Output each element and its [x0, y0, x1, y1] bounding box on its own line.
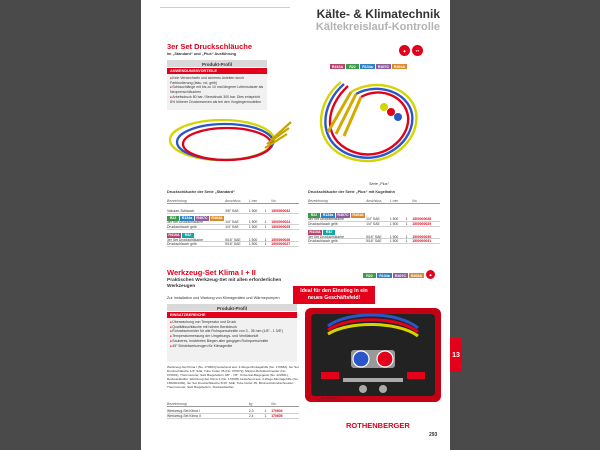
article-number: 1500000025 — [271, 225, 291, 230]
page-subtitle: Kältekreislauf-Kontrolle — [315, 21, 440, 33]
cell: 3/8" SAE — [225, 209, 239, 214]
usage-item: ■ Sauberes, knickfreies Biegen aller gängigen Rohrquerschnitte — [170, 339, 294, 344]
cell: 2,4 — [248, 413, 254, 418]
usage-item: ■ Überwachung von Temperatur und Druck — [170, 320, 294, 325]
refrigerant-tag-r407c: R407C — [337, 213, 349, 218]
refrigerant-tag-r407c: R407C — [377, 64, 390, 69]
cell: 1 500 — [248, 220, 258, 225]
refrigerant-tag-r410a: R410A — [331, 64, 344, 69]
refrigerant-tag-r134a: R134a — [322, 213, 334, 218]
cell: 1 500 — [389, 239, 399, 244]
usage-item: ■ Qualitätsschläuche mit hohem Berstdruck — [170, 325, 294, 330]
usage-item: ■ 45° Bördelwerkzeugen für Klimageräte — [170, 344, 294, 349]
refrigerant-tag-r22: R22 — [346, 64, 359, 69]
cell: Vakuum-Schlauch — [167, 209, 195, 214]
cell: 1 — [264, 237, 267, 242]
refrigerant-tag-r407c: R407C — [394, 273, 407, 278]
chapter-tab[interactable]: 13 — [450, 338, 462, 372]
col-header: No. — [271, 401, 277, 406]
cell: 1 — [264, 225, 267, 230]
table-header-row — [167, 402, 299, 407]
usage-item: ■ Temperaturmessung der Umgebungs- und Ventilatorluft — [170, 334, 294, 339]
cell: 1 — [405, 217, 408, 222]
cell: 1 — [264, 209, 267, 214]
cell: 1 500 — [389, 234, 399, 239]
header-rule — [160, 7, 290, 8]
cell: 1 — [405, 239, 408, 244]
table-row — [167, 225, 299, 230]
cell: Werkzeug-Set Klima II — [167, 413, 201, 418]
table-row — [167, 210, 299, 215]
cell: 1 500 — [389, 217, 399, 222]
article-number: 1500000030 — [412, 234, 432, 239]
col-header: No. — [412, 198, 418, 203]
advantage-item: ■ Arbeitsdruck 80 bar / Berstdruck 300 bar. Dies entspricht 8% höherer Druckreserven als bei den Vorgängermodellen — [170, 95, 264, 104]
cell: 1 — [264, 409, 267, 414]
plus-table-caption: Druckschläuche der Serie „Plus“ mit Kugelhahn — [308, 190, 395, 194]
col-header: Bezeichnung — [167, 401, 187, 406]
cell: 1 — [264, 413, 267, 418]
cell: 1 500 — [248, 242, 258, 247]
refrigerant-tag-r22: R22 — [363, 273, 376, 278]
cell: 5/16" SAE — [366, 234, 382, 239]
refrigerant-tag-r22: R22 — [308, 213, 320, 218]
badge-icon-2: TT — [412, 45, 423, 56]
refrigerant-tag-r404a: R404A — [393, 64, 406, 69]
usage-item: ■ Rohrabschneider für alle Rohrquerschnitte von 3 - 35 mm (1/8" - 1 3/8") — [170, 329, 294, 334]
badge-icon-3: ◆ — [426, 270, 435, 279]
article-number: 1500000026 — [271, 237, 291, 242]
cell: 1/4" SAE — [366, 221, 380, 226]
cell: 1/4" SAE — [225, 225, 239, 230]
refrigerant-tag-r407c: R407C — [196, 216, 208, 221]
refrigerant-tag-r32: R32 — [182, 233, 194, 238]
tool-case-image — [303, 306, 443, 404]
col-header: Anschluss — [366, 198, 382, 203]
cell: 5/16" SAE — [225, 237, 241, 242]
table-row — [308, 222, 440, 227]
case-image-caption: No. 170604 — [321, 396, 337, 400]
section2-usage-header: EINSATZBEREICHE — [167, 312, 297, 318]
col-header: L mm — [248, 198, 258, 203]
cell: Druckschlauch gelb — [308, 221, 338, 226]
cell: 1 — [405, 234, 408, 239]
plus-table — [308, 199, 440, 244]
refrigerant-tag-r22: R22 — [167, 216, 179, 221]
advantage-item: ■ Kein Verwechseln und sicheres Anleiten durch Farbkodierung (blau, rot, gelb) — [170, 76, 264, 85]
badge-icon-1: ◆ — [399, 45, 410, 56]
catalog-page — [141, 0, 450, 450]
col-header: No. — [271, 198, 277, 203]
cell: 1 500 — [248, 237, 258, 242]
refrigerant-tag-r410a: R410A — [309, 230, 321, 235]
section2-profile-header: Produkt-Profil — [167, 304, 297, 311]
page-number: 293 — [429, 432, 438, 438]
article-number: 1500000024 — [271, 220, 291, 225]
standard-table-caption: Druckschläuche der Serie „Standard“ — [167, 190, 235, 194]
table-header-row — [308, 199, 440, 204]
refrigerant-tag-r410a: R410A — [168, 233, 180, 238]
cell: 1/4" SAE — [225, 220, 239, 225]
cell: 3er Set Druckschläuche — [167, 237, 203, 242]
cell: Druckschlauch gelb — [167, 225, 197, 230]
refrigerant-tag-r404a: R404A — [352, 213, 364, 218]
article-number: 170605 — [271, 413, 283, 418]
section1-profile-header: Produkt-Profil — [167, 60, 267, 67]
article-number: 1500000029 — [412, 221, 432, 226]
article-number: 1500000032 — [271, 209, 291, 214]
cell: 1 500 — [248, 225, 258, 230]
cell: Werkzeug-Set Klima I — [167, 409, 200, 414]
col-header: Bezeichnung — [167, 198, 187, 203]
brand-logo: ROTHENBERGER — [346, 421, 410, 430]
page-title: Kälte- & Klimatechnik — [316, 7, 440, 21]
col-header: Anschluss — [225, 198, 241, 203]
article-number: 170604 — [271, 409, 283, 414]
hose-set-standard-image — [167, 112, 297, 172]
cell: Druckschlauch gelb — [308, 239, 338, 244]
hose-set-plus-image — [306, 72, 431, 172]
advantage-item: ■ Schlauchlänge mit bis zu 10 mal längerer Lebensdauer als Neoprenschläuchen — [170, 85, 264, 94]
cell: 3er Set Druckschläuche — [308, 217, 344, 222]
cell: 1 500 — [389, 221, 399, 226]
article-number: 1500000031 — [412, 239, 432, 244]
cell: 1 500 — [248, 209, 258, 214]
table-row — [167, 242, 299, 247]
article-number: 1500000028 — [412, 217, 432, 222]
section2-title: Werkzeug-Set Klima I + II — [167, 268, 256, 277]
cell: 3er Set Druckschläuche — [167, 220, 203, 225]
promo-tag: Ideal für den Einstieg in ein neues Geschäftsfeld! — [293, 286, 375, 304]
section2-intro: Zur Installation und Wartung von Klimageräten und Wärmepumpen — [167, 296, 280, 300]
refrigerant-tag-r404a: R404A — [211, 216, 223, 221]
table-row — [167, 414, 299, 419]
refrigerant-tag-r134a: R134a — [377, 273, 392, 278]
col-header: Bezeichnung — [308, 198, 328, 203]
refrigerant-tag-r404a: R404A — [410, 273, 423, 278]
table-header-row — [167, 199, 299, 204]
section1-subtitle: im „Standard“ und „Plus“ Ausführung — [167, 52, 237, 56]
cell: 1 — [264, 242, 267, 247]
col-header: kg — [248, 401, 253, 406]
cell: 2,3 — [248, 409, 254, 414]
cell: 1 — [405, 221, 408, 226]
refrigerant-tag-r134a: R134a — [181, 216, 193, 221]
section1-advantages-header: ANWENDUNGSVORTEILE — [167, 68, 267, 74]
section2-description: Werkzeug-Set Klima I (No. 170604) bestehend aus: 4-Wege-Montagehilfe (No. 170682), 3er Set Druckschläuche 1/4" SAE, Tube Cutter 35 (No. 070672), Minicut-Rohrabschneider (No. 070601), Thermometer, Satz Biegefedern 3/8" - 7/8", Universal-Biegegerät (No. 222601), Rucksackkoffer. Werkzeug-Set Klima II (No. 170605) bestehend aus: 4-Wege-Montagehilfe (No. 1500001430), 3er Set Druckschläuche 5/16" SAE, Tube Cutter 35, Minicut-Rohrabschneider, Thermometer, Satz Biegefedern, Rucksackkoffer. — [167, 365, 299, 390]
cell: 1 — [264, 220, 267, 225]
klima-set-table — [167, 402, 299, 419]
refrigerant-tag-r32: R32 — [323, 230, 335, 235]
standard-table — [167, 199, 299, 247]
section2-usage-list — [167, 318, 297, 362]
section1-advantages-list — [167, 74, 267, 110]
cell: Druckschlauch gelb — [167, 242, 197, 247]
table-row — [308, 239, 440, 244]
cell: 3er Set Druckschläuche — [308, 234, 344, 239]
refrigerant-tag-r134a: R134a — [360, 64, 375, 69]
section1-title: 3er Set Druckschläuche — [167, 42, 253, 51]
article-number: 1500000027 — [271, 242, 291, 247]
cell: 5/16" SAE — [366, 239, 382, 244]
cell: 5/16" SAE — [225, 242, 241, 247]
plus-image-caption: Serie „Plus“ — [369, 182, 389, 186]
cell: 1/4" SAE — [366, 217, 380, 222]
col-header: L mm — [389, 198, 399, 203]
section2-subtitle: Praktisches Werkzeug-Set mit allen erforderlichen Werkzeugen — [167, 278, 282, 290]
